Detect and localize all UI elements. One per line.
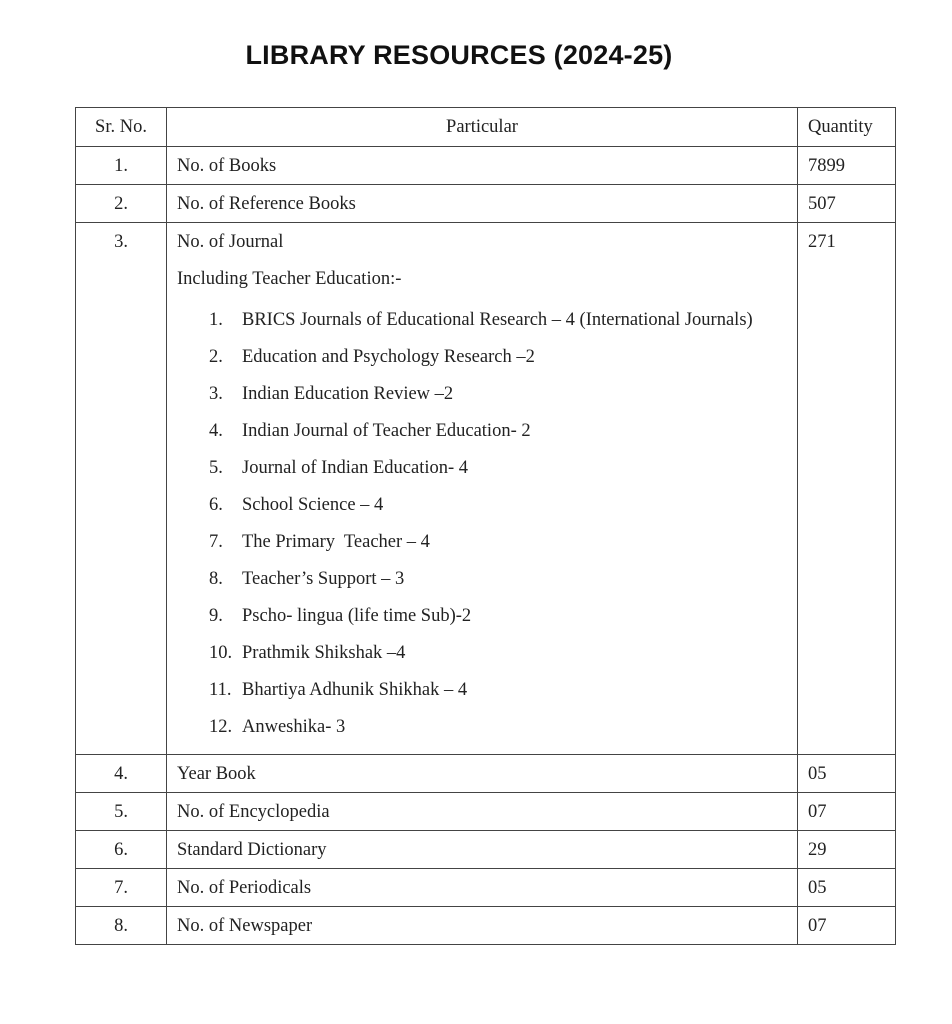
list-item-text: Prathmik Shikshak –4 [242,643,406,663]
list-item-number: 10. [209,643,233,663]
list-item-number: 8. [209,569,223,589]
list-item [177,672,787,709]
row-quantity: 271 [798,223,896,755]
list-item-text: Education and Psychology Research –2 [242,347,535,367]
list-item [177,561,787,598]
list-item-text: Anweshika- 3 [242,717,346,737]
list-item [177,635,787,672]
row-sr-no: 2. [76,185,167,223]
row-quantity: 29 [798,831,896,869]
row-particular: No. of Journal [177,232,284,252]
row-sr-no: 1. [76,147,167,185]
row-sr-no: 4. [76,755,167,793]
list-item-number: 4. [209,421,223,441]
list-item-text: Journal of Indian Education- 4 [242,458,469,478]
list-item-text: School Science – 4 [242,495,384,515]
row-particular: No. of Periodicals [167,869,798,907]
list-item-number: 11. [209,680,232,700]
row-particular: No. of Books [167,147,798,185]
table-row [76,793,896,831]
list-item-text: Indian Education Review –2 [242,384,454,404]
list-item-text: The Primary Teacher – 4 [242,532,430,552]
page-title: LIBRARY RESOURCES (2024-25) [245,40,673,70]
list-item [177,339,787,376]
header-sr-no: Sr. No. [76,108,167,147]
table-row [76,147,896,185]
table-row-journals [76,223,896,755]
table-row [76,831,896,869]
list-item [177,598,787,635]
list-item-text: Pscho- lingua (life time Sub)-2 [242,606,472,626]
list-item-text: Indian Journal of Teacher Education- 2 [242,421,531,441]
row-quantity: 05 [798,869,896,907]
row-quantity: 07 [798,793,896,831]
list-item-number: 7. [209,532,223,552]
list-item-number: 6. [209,495,223,515]
row-sr-no: 6. [76,831,167,869]
list-item-text: BRICS Journals of Educational Research – 4 (International Journals) [242,310,753,330]
row-particular: No. of Reference Books [167,185,798,223]
row-particular: No. of Newspaper [167,907,798,945]
list-item-number: 9. [209,606,223,626]
journal-list [177,302,787,746]
row-quantity: 7899 [798,147,896,185]
row-particular-journals [167,223,798,755]
table-header-row [76,108,896,147]
list-item [177,487,787,524]
header-quantity: Quantity [798,108,896,147]
table-row [76,755,896,793]
table-row [76,907,896,945]
row-particular: No. of Encyclopedia [167,793,798,831]
list-item-number: 12. [209,717,233,737]
row-sr-no: 7. [76,869,167,907]
row-sr-no: 8. [76,907,167,945]
list-item-number: 2. [209,347,223,367]
list-item [177,450,787,487]
row-particular: Year Book [167,755,798,793]
journal-subheading: Including Teacher Education:- [177,269,402,289]
row-sr-no: 3. [76,223,167,755]
row-particular: Standard Dictionary [167,831,798,869]
header-particular: Particular [167,108,798,147]
table-row [76,869,896,907]
list-item [177,524,787,561]
row-sr-no: 5. [76,793,167,831]
library-resources-table [75,107,896,945]
list-item [177,413,787,450]
list-item [177,302,787,339]
list-item [177,376,787,413]
list-item-text: Bhartiya Adhunik Shikhak – 4 [242,680,468,700]
list-item-number: 1. [209,310,223,330]
table-row [76,185,896,223]
list-item-text: Teacher’s Support – 3 [242,569,405,589]
row-quantity: 507 [798,185,896,223]
row-quantity: 05 [798,755,896,793]
list-item-number: 5. [209,458,223,478]
row-quantity: 07 [798,907,896,945]
list-item [177,709,787,746]
list-item-number: 3. [209,384,223,404]
